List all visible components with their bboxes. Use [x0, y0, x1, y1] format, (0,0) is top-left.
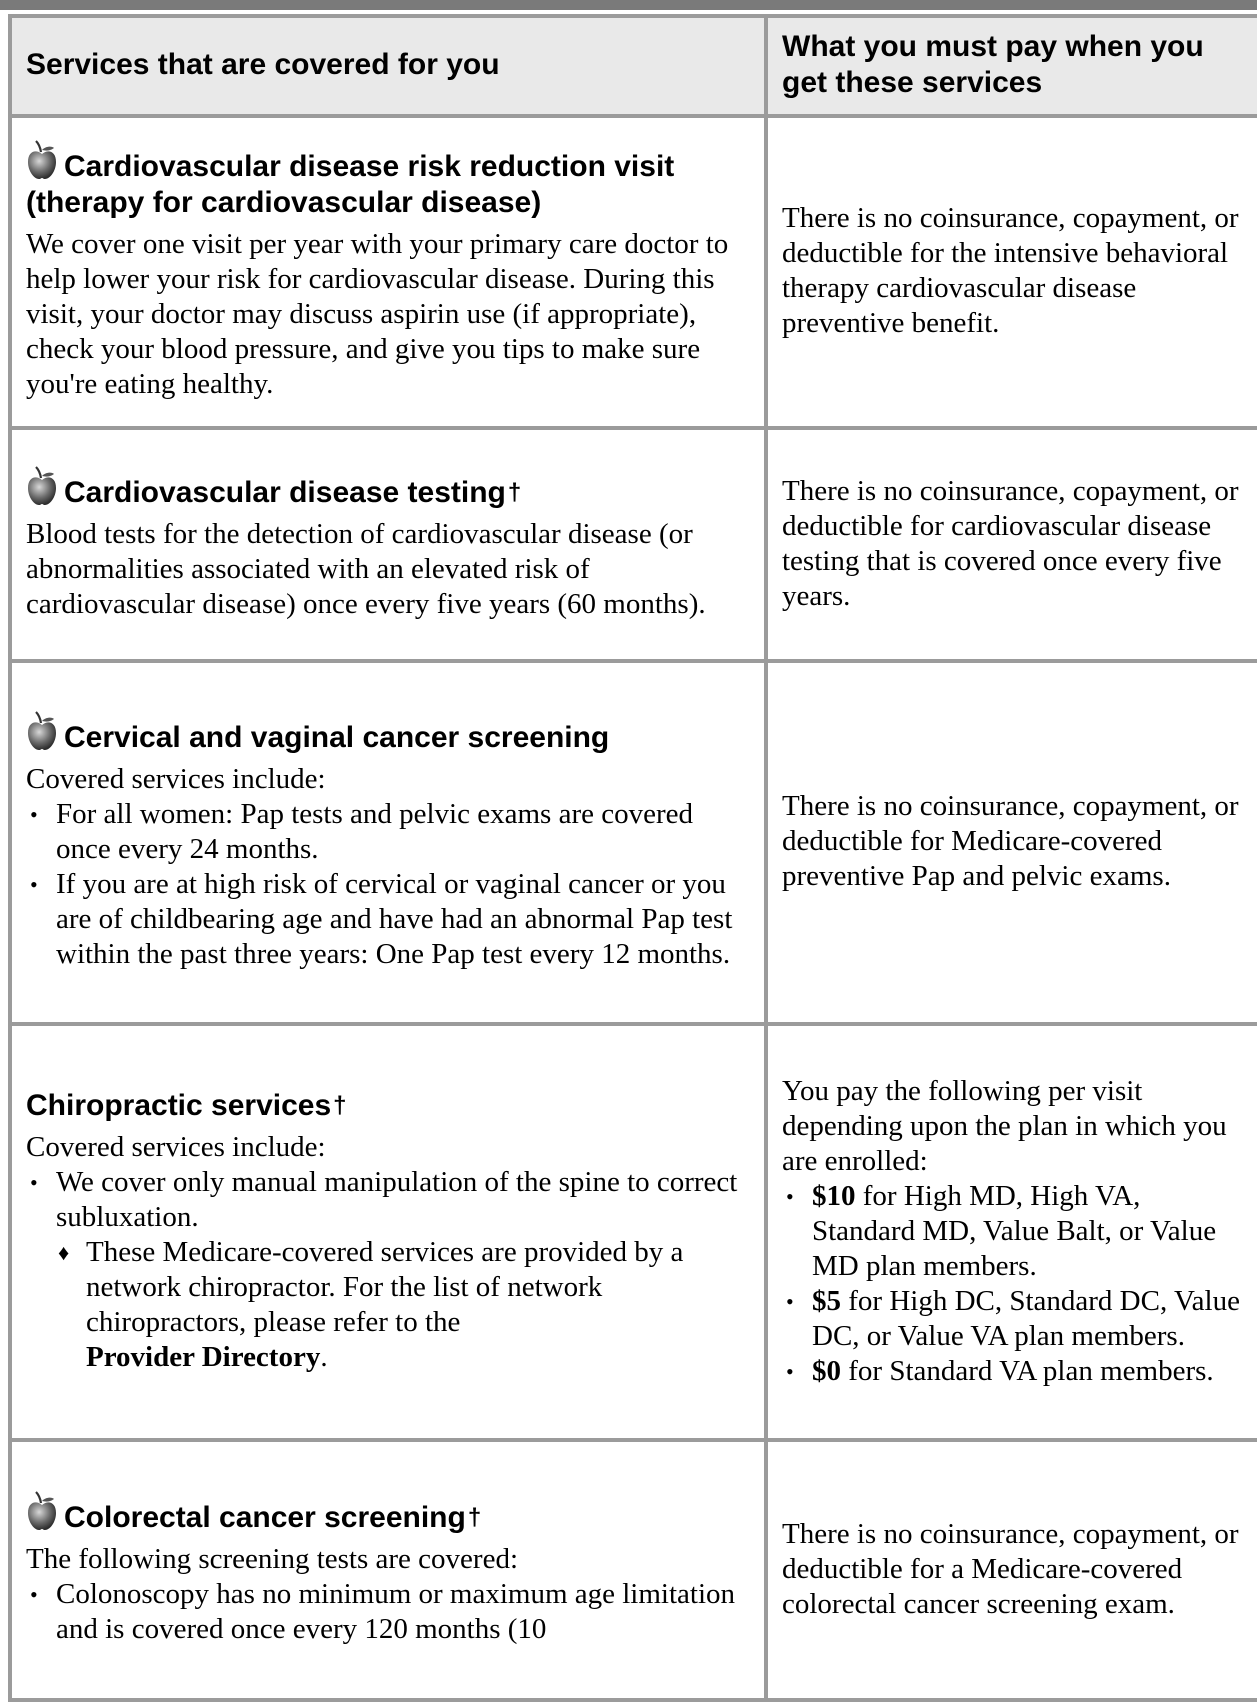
service-title-text: Cardiovascular disease testing	[64, 475, 506, 509]
service-cell	[10, 428, 766, 661]
payment-amount: $5	[812, 1284, 841, 1317]
payment-text: There is no coinsurance, copayment, or deductible for a Medicare-covered colorectal cancer screening exam.	[782, 1517, 1239, 1620]
service-intro: Covered services include:	[26, 763, 326, 795]
payment-text: There is no coinsurance, copayment, or deductible for the intensive behavioral therapy cardiovascular disease preventive benefit.	[782, 202, 1239, 339]
service-title	[26, 1491, 752, 1536]
benefits-table	[8, 14, 1257, 1702]
payment-text: There is no coinsurance, copayment, or deductible for cardiovascular disease testing that is covered once every five years.	[782, 474, 1239, 612]
service-description: Blood tests for the detection of cardiovascular disease (or abnormalities associated with an elevated risk of cardiovascular disease) once every five years (60 months).	[26, 517, 706, 620]
header-payment: What you must pay when you get these services	[766, 16, 1257, 116]
provider-directory-ref: Provider Directory	[86, 1340, 321, 1373]
top-rule	[0, 0, 1257, 10]
sub-list-item-text: These Medicare-covered services are provided by a network chiropractor. For the list of network chiropractors, please refer to the	[86, 1235, 684, 1338]
table-row	[10, 1440, 1257, 1700]
payment-list-item	[812, 1179, 1246, 1284]
table-row	[10, 1024, 1257, 1440]
service-title-text: Cervical and vaginal cancer screening	[64, 721, 610, 754]
table-row	[10, 116, 1257, 428]
sub-list-item-end: .	[320, 1340, 328, 1373]
list-item: • If you are at high risk of cervical or vaginal cancer or you are of childbearing age and have had an abnormal Pap test within the past three years: One Pap test every 12 months.	[56, 867, 752, 972]
list-item	[56, 1165, 752, 1375]
bullet-list	[26, 1577, 752, 1647]
service-title-text: Colorectal cancer screening	[64, 1501, 466, 1534]
service-intro: The following screening tests are covered:	[26, 1543, 519, 1575]
service-cell	[10, 661, 766, 1024]
apple-icon	[26, 140, 58, 180]
payment-cell	[766, 661, 1257, 1024]
list-item: • Colonoscopy has no minimum or maximum age limitation and is covered once every 120 months (10	[56, 1577, 752, 1647]
service-title	[26, 466, 752, 511]
table-row	[10, 428, 1257, 661]
header-services: Services that are covered for you	[10, 16, 766, 116]
service-cell	[10, 1440, 766, 1700]
service-title-text: Chiropractic services	[26, 1088, 332, 1122]
service-title	[26, 1088, 752, 1124]
dagger-mark: †	[507, 478, 522, 506]
service-cell	[10, 1024, 766, 1440]
bullet-list	[26, 1165, 752, 1375]
apple-icon	[26, 1491, 58, 1531]
dagger-mark: †	[467, 1504, 482, 1531]
service-title-line1: Cardiovascular disease risk reduction visit	[64, 150, 675, 183]
service-intro: Covered services include:	[26, 1130, 326, 1163]
payment-amount: $0	[812, 1354, 841, 1387]
payment-item-text: for Standard VA plan members.	[841, 1354, 1214, 1387]
dagger-mark: †	[333, 1091, 347, 1119]
payment-cell	[766, 1024, 1257, 1440]
list-item-text: We cover only manual manipulation of the spine to correct subluxation.	[56, 1165, 738, 1233]
table-header-row	[10, 16, 1257, 116]
payment-cell	[766, 116, 1257, 428]
service-description: We cover one visit per year with your primary care doctor to help lower your risk for cardiovascular disease. During this visit, your doctor may discuss aspirin use (if appropriate), check your blood pressure, and give you tips to make sure you're eating healthy.	[26, 228, 729, 400]
payment-item-text: for High MD, High VA, Standard MD, Value Balt, or Value MD plan members.	[812, 1179, 1217, 1282]
payment-cell	[766, 1440, 1257, 1700]
service-title-line2: (therapy for cardiovascular disease)	[26, 186, 542, 219]
list-item: • For all women: Pap tests and pelvic exams are covered once every 24 months.	[56, 797, 752, 867]
payment-amount: $10	[812, 1179, 856, 1212]
service-cell	[10, 116, 766, 428]
payment-bullet-list	[782, 1179, 1246, 1389]
apple-icon	[26, 711, 58, 751]
payment-item-text: for High DC, Standard DC, Value DC, or Value VA plan members.	[812, 1284, 1240, 1352]
payment-intro: You pay the following per visit depending upon the plan in which you are enrolled:	[782, 1074, 1227, 1177]
table-row	[10, 661, 1257, 1024]
payment-text: There is no coinsurance, copayment, or deductible for Medicare-covered preventive Pap and pelvic exams.	[782, 790, 1239, 892]
sub-bullet-list	[56, 1235, 752, 1375]
payment-cell	[766, 428, 1257, 661]
payment-list-item	[812, 1284, 1246, 1354]
sub-list-item	[86, 1235, 752, 1375]
service-title	[26, 711, 752, 756]
service-title	[26, 140, 752, 221]
bullet-list	[26, 797, 752, 972]
apple-icon	[26, 466, 58, 506]
payment-list-item	[812, 1354, 1246, 1389]
